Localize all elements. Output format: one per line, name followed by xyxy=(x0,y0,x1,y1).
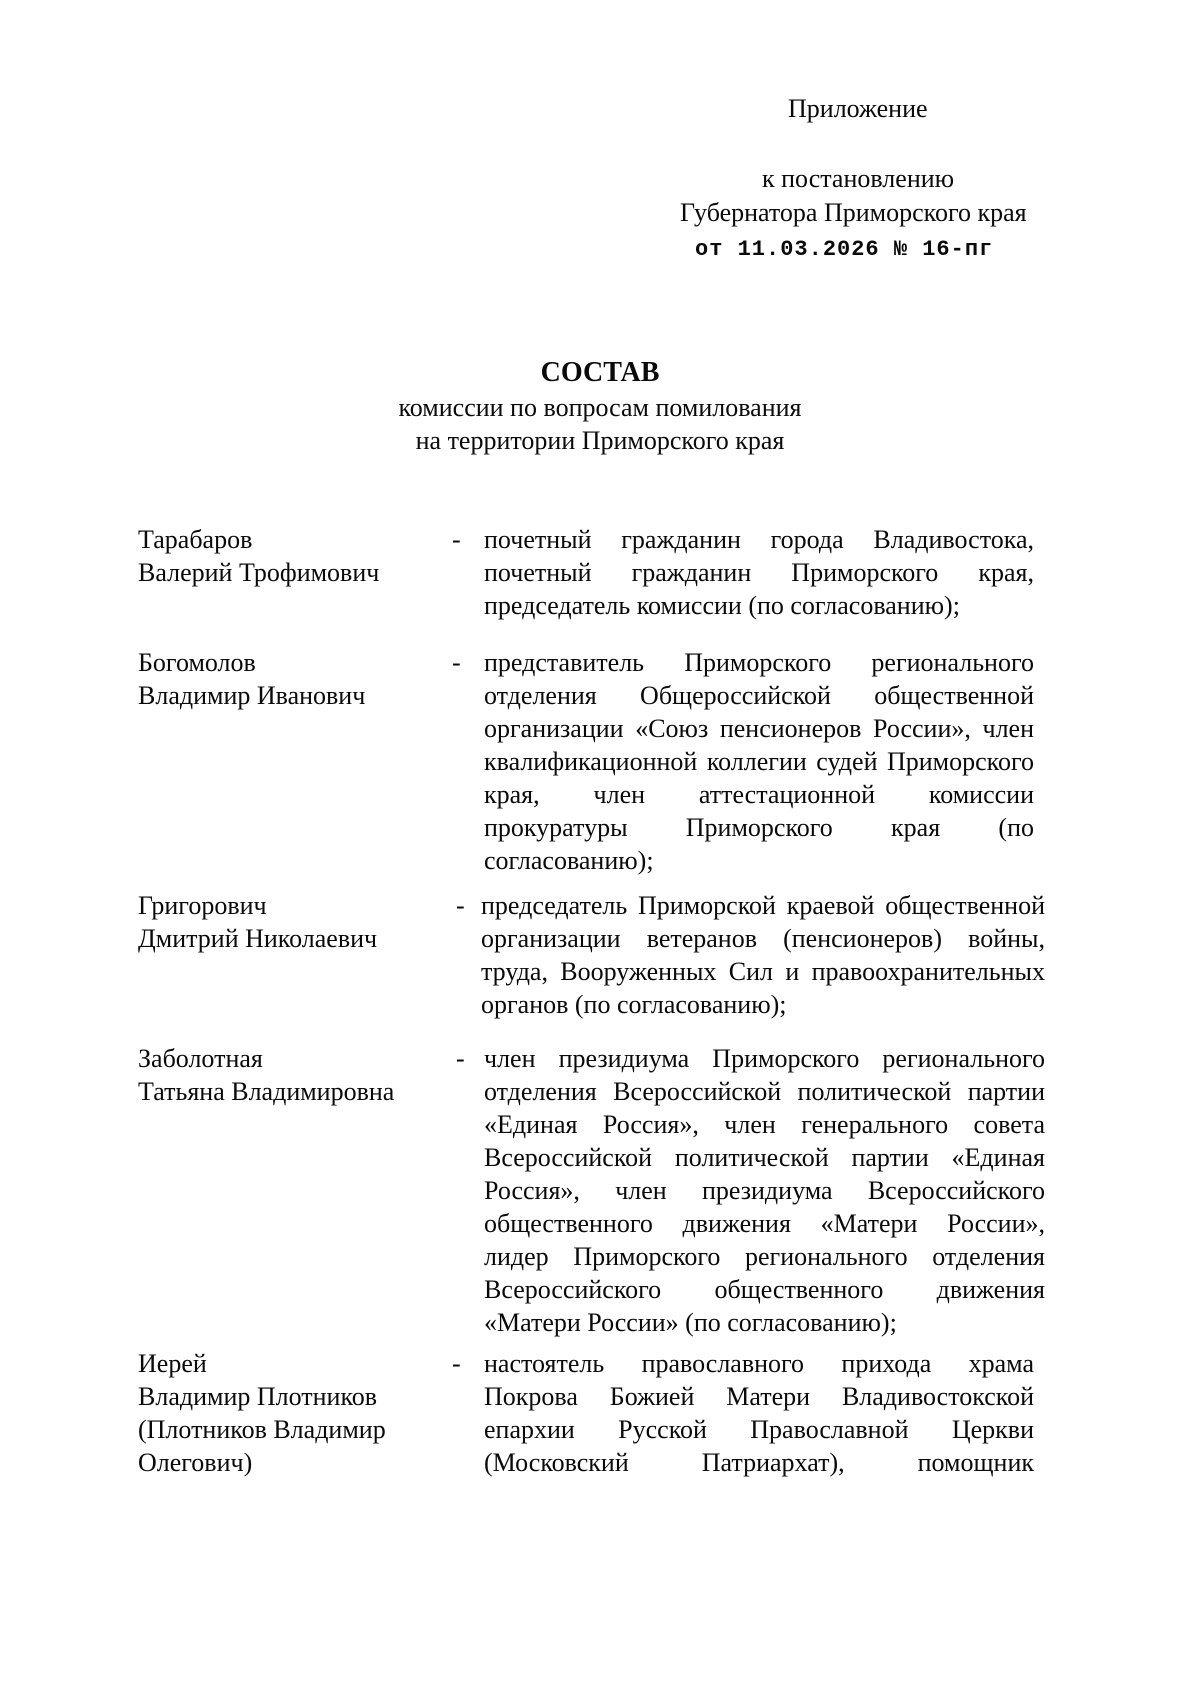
member-secular-name-line1: (Плотников Владимир xyxy=(138,1415,386,1444)
member-surname: Тарабаров xyxy=(138,525,253,554)
document-subtitle-line2: на территории Приморского края xyxy=(415,426,785,455)
governor-reference: Губернатора Приморского края xyxy=(680,198,1027,227)
member-role: председатель Приморской краевой общественной организации ветеранов (пенсионеров) войны, труда, Вооруженных Сил и правоохранительных органов (по согласованию); xyxy=(481,891,1045,1019)
separator-dash: - xyxy=(452,525,461,554)
member-surname: Иерей xyxy=(138,1349,207,1378)
member-given-names: Дмитрий Николаевич xyxy=(138,924,378,953)
appendix-label: Приложение xyxy=(788,94,928,123)
decree-date-number: от 11.03.2026 № 16-пг xyxy=(695,237,994,262)
document-subtitle-line1: комиссии по вопросам помилования xyxy=(398,393,802,422)
member-surname: Богомолов xyxy=(138,648,256,677)
separator-dash: - xyxy=(456,1044,465,1073)
document-title-block xyxy=(0,356,1200,457)
member-secular-name-line2: Олегович) xyxy=(138,1448,253,1477)
member-name xyxy=(138,1042,458,1108)
member-name xyxy=(138,646,458,712)
document-title: СОСТАВ xyxy=(540,357,660,388)
member-name xyxy=(138,523,458,589)
member-given-names: Татьяна Владимировна xyxy=(138,1077,395,1106)
member-surname: Заболотная xyxy=(138,1044,263,1073)
member-surname: Григорович xyxy=(138,891,267,920)
member-given-names: Владимир Иванович xyxy=(138,681,366,710)
member-role: настоятель православного прихода храма Покрова Божией Матери Владивостокской епархии Русской Православной Церкви (Московский Патриархат), помощник xyxy=(484,1349,1034,1477)
separator-dash: - xyxy=(452,648,461,677)
separator-dash: - xyxy=(456,891,465,920)
member-given-names: Владимир Плотников xyxy=(138,1382,378,1411)
member-role: почетный гражданин города Владивостока, почетный гражданин Приморского края, председатель комиссии (по согласованию); xyxy=(484,525,1034,620)
member-role: представитель Приморского регионального отделения Общероссийской общественной организации «Союз пенсионеров России», член квалификационной коллегии судей Приморского края, член аттестационной комиссии прокуратуры Приморского края (по согласованию); xyxy=(484,648,1034,875)
separator-dash: - xyxy=(452,1349,461,1378)
member-name xyxy=(138,889,458,955)
member-role: член президиума Приморского регионального отделения Всероссийской политической партии «Единая Россия», член генерального совета Всероссийской политической партии «Единая Россия», член президиума Всероссийского общественного движения «Матери России», лидер Приморского регионального отделения Всероссийского общественного движения «Матери России» (по согласованию); xyxy=(484,1044,1045,1337)
member-name xyxy=(138,1347,458,1479)
decree-reference: к постановлению xyxy=(762,164,955,193)
member-given-names: Валерий Трофимович xyxy=(138,558,380,587)
